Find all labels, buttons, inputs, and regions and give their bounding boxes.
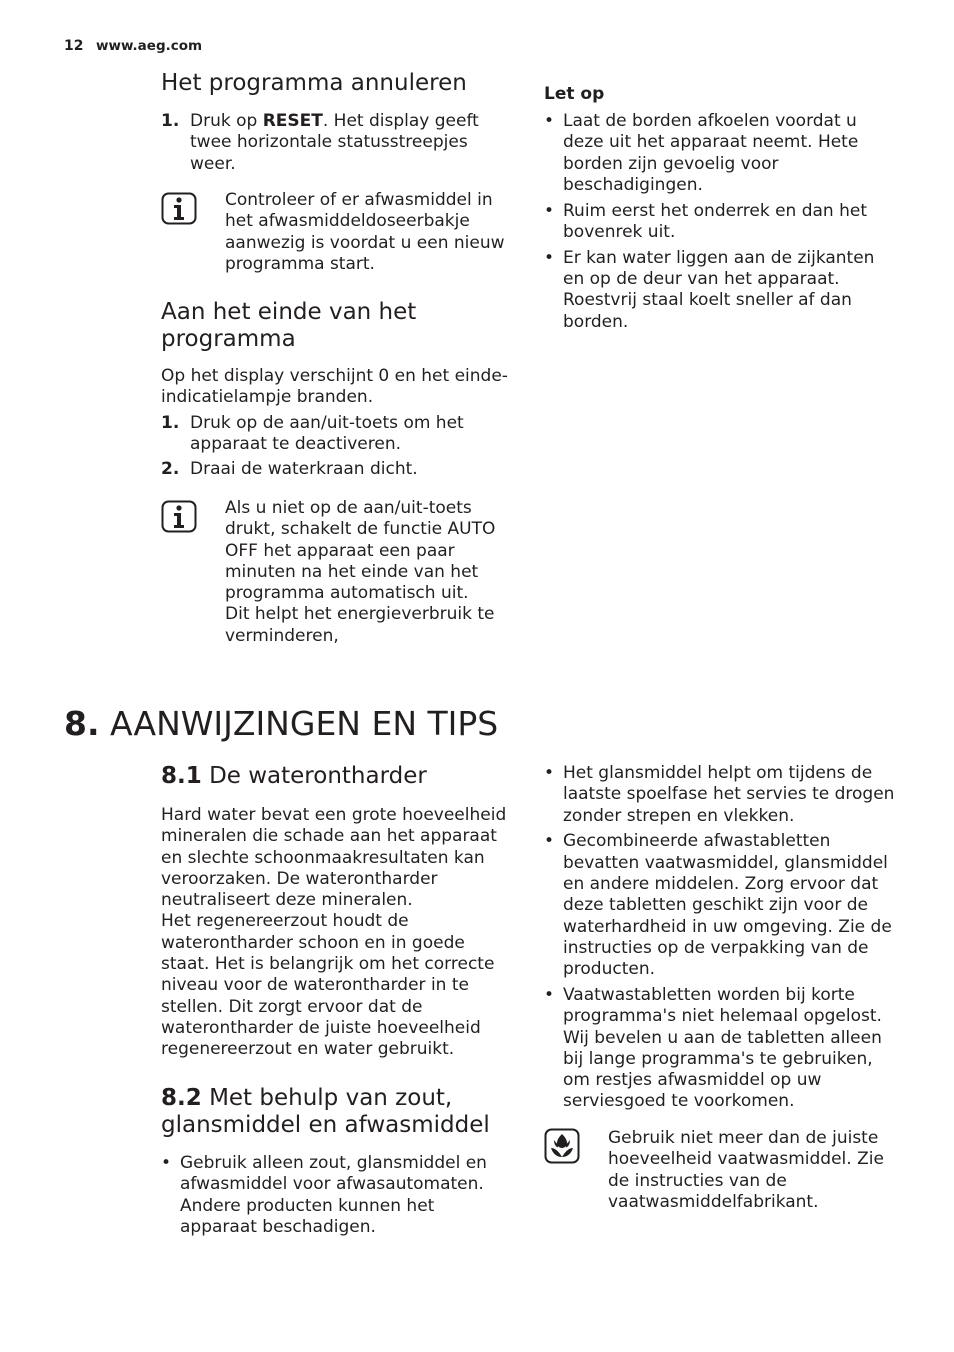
section-title: Het programma annuleren <box>161 70 467 96</box>
bullet: • <box>544 984 555 1005</box>
chapter-number: 8. <box>64 704 100 743</box>
section-end <box>161 299 513 484</box>
step-text: Draai de waterkraan dicht. <box>190 459 418 480</box>
list-item-text: Gecombineerde afwastabletten bevatten vaatwasmiddel, glansmiddel en andere middelen. Zorg ervoor dat deze tabletten geschikt zijn voor de waterhardheid in uw omgeving. Zie de instructies op de verpakking van de producten. <box>563 831 892 980</box>
list-item-text: Gebruik alleen zout, glansmiddel en afwasmiddel voor afwasautomaten. Andere producten kunnen het apparaat beschadigen. <box>180 1153 487 1237</box>
step-number: 1. <box>161 412 180 433</box>
step-item <box>161 459 513 480</box>
section-title-text: De waterontharder <box>209 763 427 789</box>
s82-list <box>161 1153 513 1238</box>
let-op-list <box>544 111 896 333</box>
list-item-text: Ruim eerst het onderrek en dan het bovenrek uit. <box>563 200 868 242</box>
section-number: 8.1 <box>161 763 202 789</box>
list-item <box>161 1153 513 1238</box>
list-item <box>544 985 896 1113</box>
step-number: 2. <box>161 459 180 480</box>
bullet: • <box>544 831 555 852</box>
list-item-text: Vaatwastabletten worden bij korte programma's niet helemaal opgelost. Wij bevelen u aan de tabletten alleen bij lange programma's te gebruiken, om restjes afwasmiddel op uw serviesgoed te voorkomen. <box>563 984 882 1112</box>
list-item <box>544 763 896 827</box>
section-title: Aan het einde van het programma <box>161 299 417 352</box>
step-text-pre: Druk op <box>190 111 263 131</box>
chapter-heading <box>64 702 498 746</box>
note-text <box>225 498 510 647</box>
note-text-main: Als u niet op de aan/uit-toets drukt, schakelt de functie AUTO OFF het apparaat een paar minuten na het einde van het programma automatisch uit. <box>225 498 496 604</box>
section-tips-right <box>544 763 896 1117</box>
list-item-text: Er kan water liggen aan de zijkanten en op de deur van het apparaat. Roestvrij staal koelt sneller af dan borden. <box>563 247 875 332</box>
cancel-steps <box>161 111 511 175</box>
end-intro: Op het display verschijnt 0 en het einde-indicatielampje branden. <box>161 366 508 408</box>
section-cancel <box>161 70 511 179</box>
step-text: Druk op de aan/uit-toets om het apparaat te deactiveren. <box>190 412 464 454</box>
step-item <box>161 111 511 175</box>
section-8-2 <box>161 1085 513 1243</box>
info-icon <box>161 190 197 226</box>
step-number: 1. <box>161 111 180 131</box>
page-number: 12 <box>64 38 84 54</box>
step-item <box>161 413 513 456</box>
paragraph: Het regenereerzout houdt de waterontharder schoon en in goede staat. Het is belangrijk om het correcte niveau voor de waterontharder in te stellen. Dit zorgt ervoor dat de waterontharder de juiste hoeveelheid regenereerzout en water gebruikt. <box>161 911 495 1060</box>
environment-icon <box>544 1128 580 1164</box>
section-title-text: Met behulp van zout, glansmiddel en afwasmiddel <box>161 1085 490 1138</box>
let-op-title: Let op <box>544 84 605 104</box>
bullet: • <box>544 111 555 131</box>
bullet: • <box>544 247 555 268</box>
website-url[interactable]: www.aeg.com <box>96 38 203 54</box>
list-item <box>544 201 896 244</box>
note-text: Gebruik niet meer dan de juiste hoeveelheid vaatwasmiddel. Zie de instructies van de vaatwasmiddelfabrikant. <box>608 1128 884 1212</box>
section-number: 8.2 <box>161 1085 202 1111</box>
list-item-text: Het glansmiddel helpt om tijdens de laatste spoelfase het servies te drogen zonder strepen en vlekken. <box>563 763 895 826</box>
list-item-text: Laat de borden afkoelen voordat u deze uit het apparaat neemt. Hete borden zijn gevoelig voor beschadigingen. <box>563 111 859 195</box>
paragraph: Hard water bevat een grote hoeveelheid mineralen die schade aan het apparaat en slechte schoonmaakresultaten kan veroorzaken. De waterontharder neutraliseert deze mineralen. <box>161 805 507 911</box>
section-title <box>161 1085 513 1139</box>
bullet: • <box>544 200 555 221</box>
section-let-op <box>544 84 896 337</box>
bullet: • <box>544 763 555 783</box>
section-title <box>161 763 513 790</box>
step-text-post: . Het display geeft twee horizontale statusstreepjes weer. <box>190 111 479 174</box>
tips-list <box>544 763 896 1113</box>
chapter-title: AANWIJZINGEN EN TIPS <box>110 704 499 743</box>
end-steps <box>161 413 513 481</box>
info-icon <box>161 498 197 534</box>
list-item <box>544 831 896 980</box>
list-item <box>544 111 896 196</box>
list-item <box>544 248 896 333</box>
reset-keyword: RESET <box>262 111 323 131</box>
note-text: Controleer of er afwasmiddel in het afwasmiddeldoseerbakje aanwezig is voordat u een nieuw programma start. <box>225 190 505 274</box>
section-8-1 <box>161 763 513 1061</box>
bullet: • <box>161 1153 172 1173</box>
note-text-extra: Dit helpt het energieverbruik te verminderen, <box>225 604 495 646</box>
